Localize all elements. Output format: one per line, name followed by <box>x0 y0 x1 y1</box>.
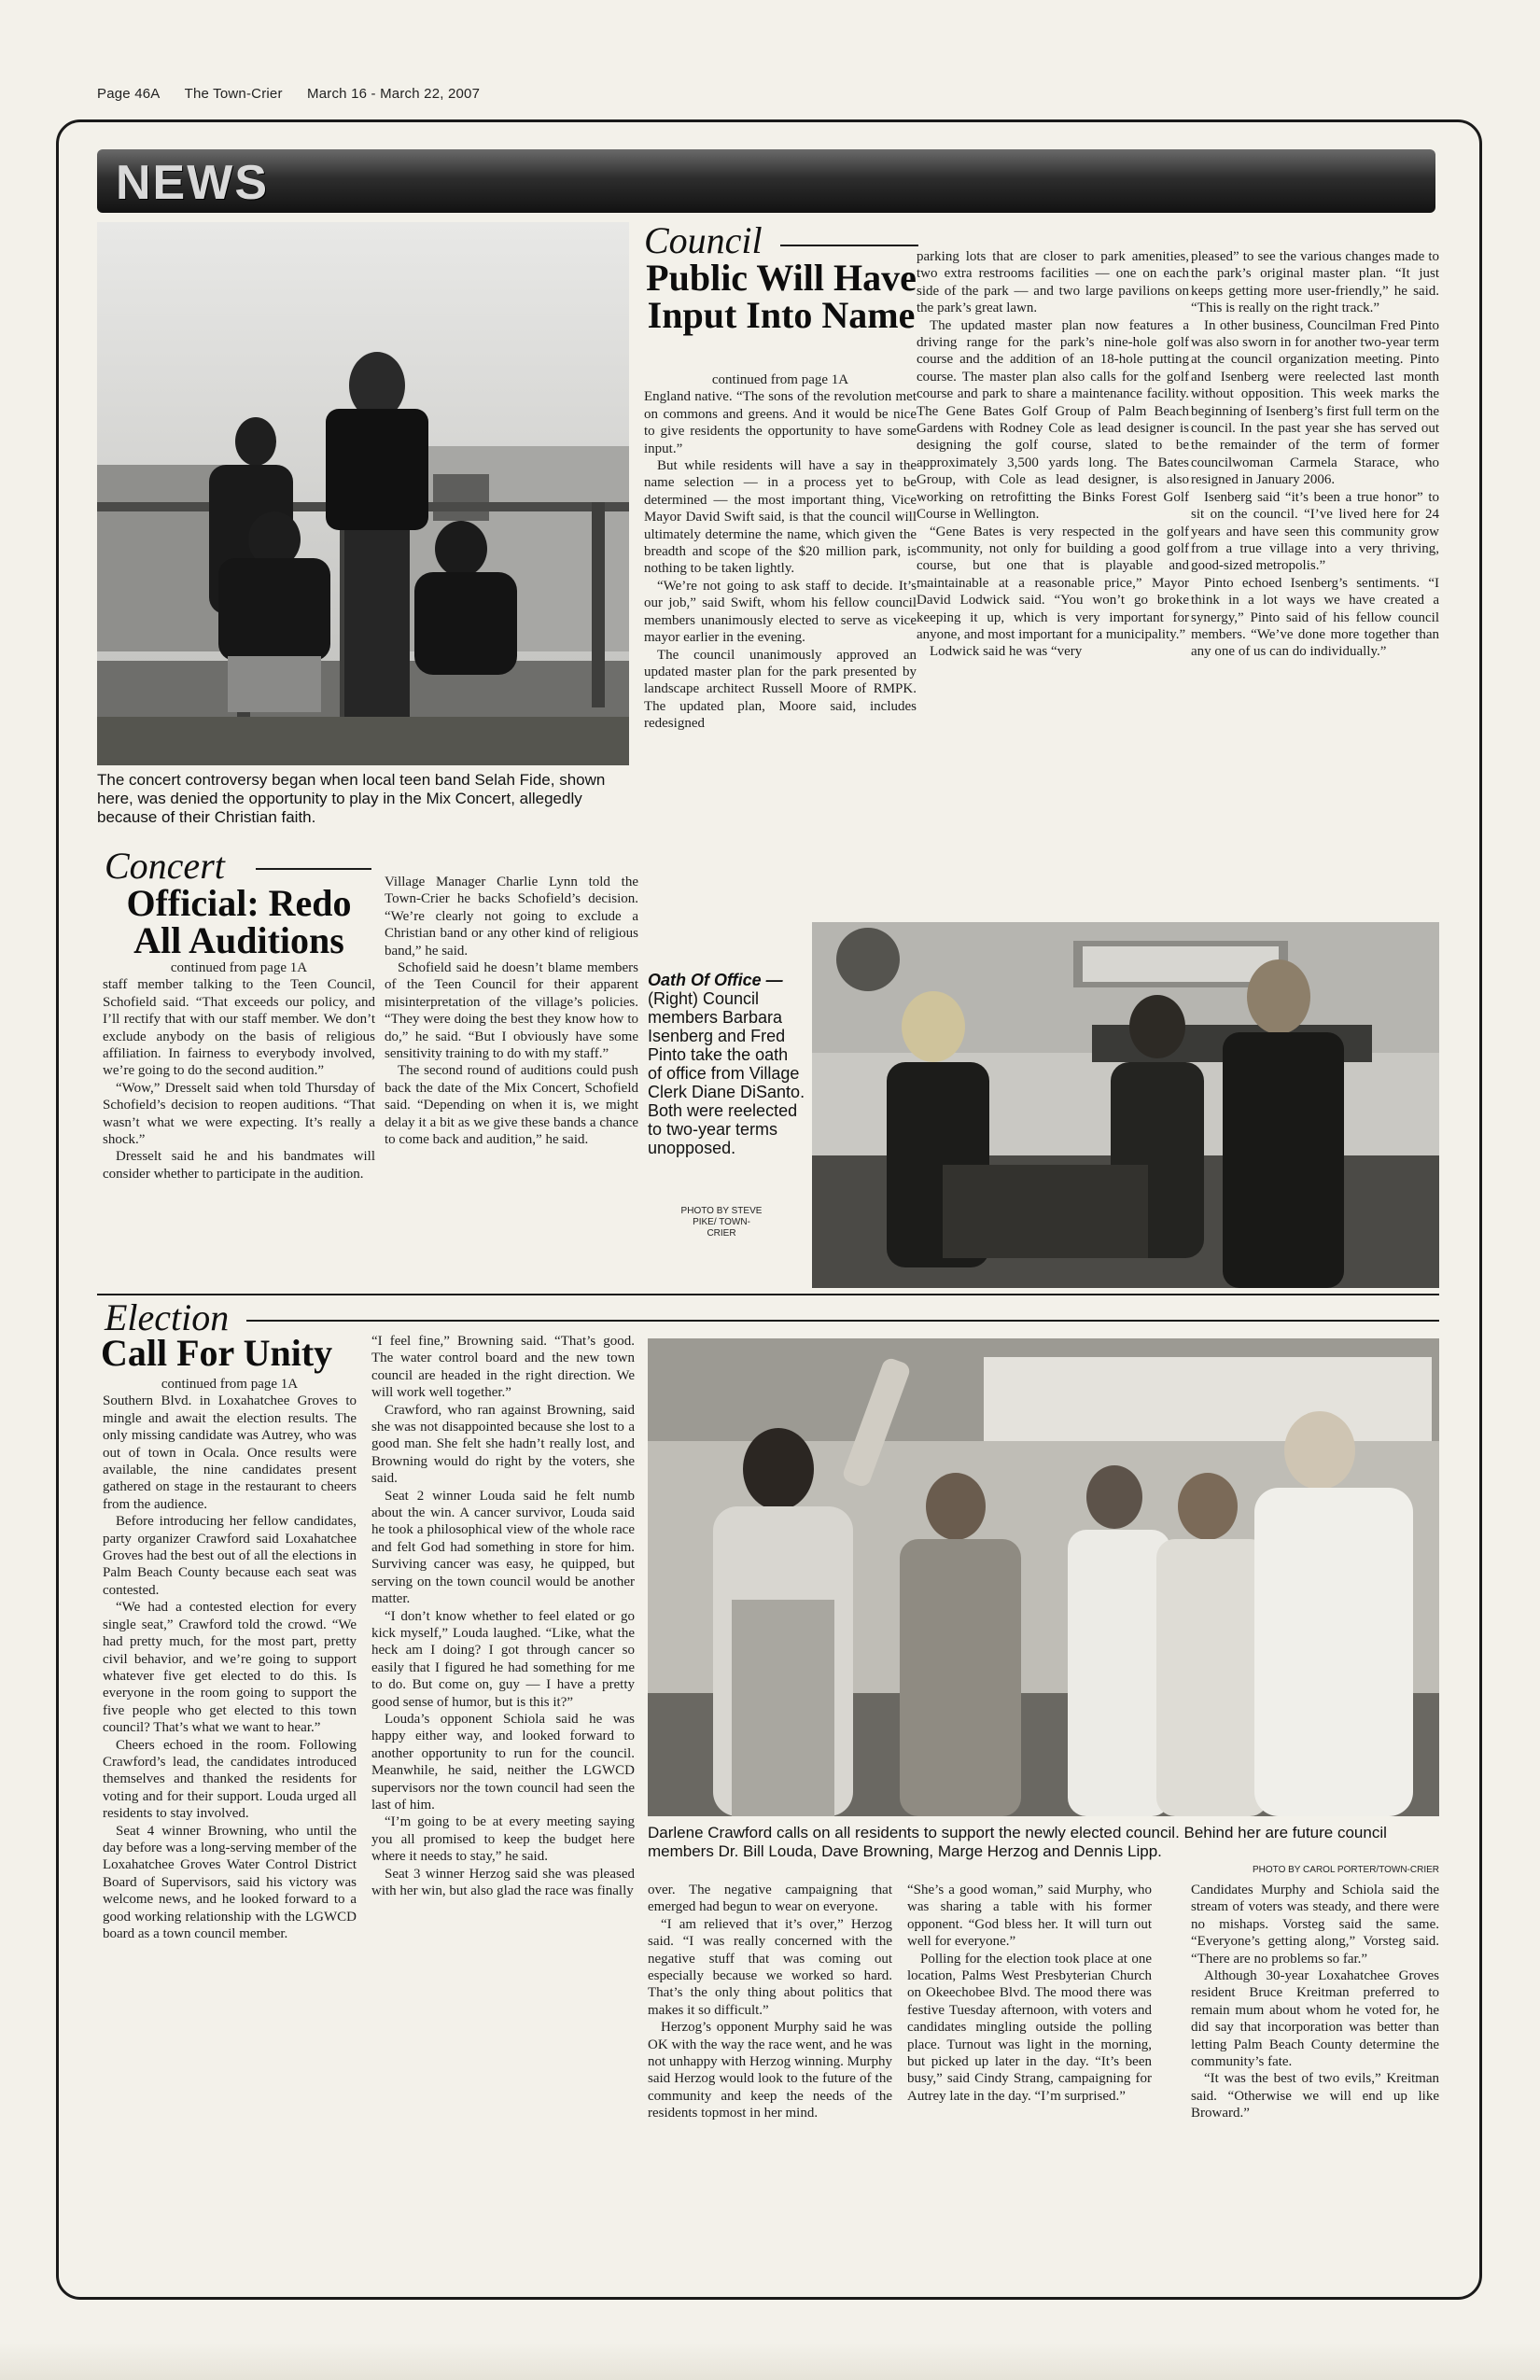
election-col1-p4: Cheers echoed in the room. Following Crawford’s lead, the candidates introduced themselves and thanked the residents for voting and for their support. Louda urged all residents to stay involved. <box>103 1737 357 1822</box>
council-column-3 <box>1191 248 1439 913</box>
concert-col2-p2: Schofield said he doesn’t blame members of the Teen Council for their apparent misinterpretation of the village’s policies. “They were doing the best they know how to do,” he said. “But I obviously have some sensitivity training to do with my staff.” <box>385 960 638 1062</box>
council-column-1 <box>644 371 917 913</box>
council-column-2 <box>917 248 1189 913</box>
concert-column-2 <box>385 874 638 1292</box>
council-continued: continued from page 1A <box>711 372 849 387</box>
election-col2-p3: Seat 2 winner Louda said he felt numb about the win. A cancer survivor, Louda said he took a philosophical view of the whole race and felt God had something in store for him. Surviving cancer was easy, he quipped, but serving on the town council would be another matter. <box>371 1488 635 1607</box>
page-number: Page 46A <box>97 86 161 102</box>
election-continued: continued from page 1A <box>161 1377 299 1392</box>
council-col3-p4: Pinto echoed Isenberg’s sentiments. “I think in a lot ways we have created a synergy,” Pinto said of his fellow council members. “We’ve done more together than any one of us can do individually.” <box>1191 575 1439 660</box>
election-col5-p2: Although 30-year Loxahatchee Groves resident Bruce Kreitman preferred to remain mum about whom he voted for, he did say that incorporation was better than letting Palm Beach County determine the community’s fate. <box>1191 1968 1439 2070</box>
election-headline: Call For Unity <box>101 1332 333 1374</box>
page-bottom-edge <box>0 2343 1540 2380</box>
folio <box>97 86 500 102</box>
section-label: NEWS <box>116 156 269 210</box>
election-col2-p7: Seat 3 winner Herzog said she was pleased with her win, but also glad the race was finally <box>371 1866 635 1898</box>
election-night-credit: PHOTO BY CAROL PORTER/TOWN-CRIER <box>1252 1865 1439 1875</box>
election-col1-p5: Seat 4 winner Browning, who until the day before was a long-serving member of the Loxahatchee Groves Water Control District Board of Supervisors, said his victory was welcome news, and he looked forward to a good working relationship with the LGWCD board as a town council member. <box>103 1823 357 1941</box>
council-col2-p3: “Gene Bates is very respected in the golf community, not only for building a good golf course, but one that is playable and maintainable at a reasonable price,” Mayor David Lodwick said. “You won’t go broke keeping it up, which is very important for anyone, and most important for a municipality.” <box>917 524 1189 642</box>
oath-caption-text: (Right) Council members Barbara Isenberg and Fred Pinto take the oath of office from Village Clerk Diane DiSanto. Both were reelected to two-year terms unopposed. <box>648 989 805 1157</box>
council-col2-p2: The updated master plan now features a driving range for the park’s nine-hole golf course and the addition of an 18-hole putting course. The master plan also calls for the golf course and park to share a maintenance facility. The Gene Bates Golf Group of Palm Beach Gardens with Rodney Cole as lead designer is designing the golf course, slated to be approximately 3,500 yards long. The Bates Group, with Cole as lead designer, is also working on retrofitting the Binks Forest Golf Course in Wellington. <box>917 317 1189 523</box>
council-col1-p4: The council unanimously approved an updated master plan for the park presented by landscape architect Russell Moore of RMPK. The updated plan, Moore said, includes redesigned <box>644 647 917 732</box>
concert-continued: continued from page 1A <box>170 960 308 975</box>
council-col1-p2: But while residents will have a say in the name selection — in a process yet to be determined — the most important thing, Vice Mayor David Swift said, is that the council will ultimately determine the name, which given the breadth and scope of the $20 million park, is nothing to be taken lightly. <box>644 458 917 577</box>
election-kicker: Election <box>105 1296 230 1338</box>
election-col2-p2: Crawford, who ran against Browning, said she was not disappointed because she lost to a good man. She felt she hadn’t really lost, and Browning would do right by the voters, she said. <box>371 1402 635 1487</box>
election-night-caption: Darlene Crawford calls on all residents to support the newly elected council. Behind her are future council members Dr. Bill Louda, Dave Browning, Marge Herzog and Dennis Lipp. <box>648 1824 1387 1860</box>
election-col5-p3: “It was the best of two evils,” Kreitman said. “Otherwise we will end up like Broward.” <box>1191 2071 1439 2121</box>
paper-name: The Town-Crier <box>184 86 283 102</box>
election-col2-p4: “I don’t know whether to feel elated or go kick myself,” Louda laughed. “Like, what the heck am I doing? I got through cancer so easily that I figured he had something for me to do. But come on, guy — I have a pretty good sense of humor, but is this it?” <box>371 1608 635 1710</box>
election-col4-p1: “She’s a good woman,” said Murphy, who was sharing a table with his former opponent. “God bless her. It will turn out well for everyone.” <box>907 1883 1152 1950</box>
section-divider-upper <box>97 1294 1439 1295</box>
oath-of-office-photo <box>812 922 1439 1288</box>
concert-kicker-rule <box>256 868 371 870</box>
election-kicker-rule <box>246 1320 1439 1322</box>
election-column-2 <box>371 1333 635 2333</box>
concert-col1-p1: staff member talking to the Teen Council, Schofield said. “That exceeds our policy, and I’ll rectify that with our staff member. We don’t exclude anybody on the basis of religious affiliation. In fairness to everybody involved, we’re going to do the second audition.” <box>103 977 375 1079</box>
concert-kicker: Concert <box>105 845 225 887</box>
council-col2-p1: parking lots that are closer to park amenities, two extra restrooms facilities — one on each side of the park — and two large pavilions on the park’s great lawn. <box>917 249 1189 316</box>
council-kicker-rule <box>780 245 918 246</box>
election-night-photo <box>648 1338 1439 1816</box>
election-col1-p1: Southern Blvd. in Loxahatchee Groves to mingle and await the election results. The only missing candidate was Autrey, who was out of town in Ocala. Once results were available, the nine candidates present gathered on stage in the restaurant to cheers from the audience. <box>103 1393 357 1512</box>
council-col3-p2: In other business, Councilman Fred Pinto was also sworn in for another two-year term at the council organization meeting. Pinto and Isenberg were reelected last month without opposition. This week marks the beginning of Isenberg’s first full term on the council. In the past year she has served out the remainder of the term of former councilwoman Carmela Starace, who resigned in January 2006. <box>1191 317 1439 488</box>
concert-col2-p1: Village Manager Charlie Lynn told the Town-Crier he backs Schofield’s decision. “We’re clearly not going to exclude a Christian band or any other kind of religious band,” he said. <box>385 875 638 959</box>
council-headline: Public Will Have Input Into Name <box>646 257 917 336</box>
council-col1-p1: England native. “The sons of the revolution met on commons and greens. And it would be nice to give residents the opportunity to have some input.” <box>644 389 917 456</box>
teen-band-caption: The concert controversy began when local teen band Selah Fide, shown here, was denied the opportunity to play in the Mix Concert, allegedly because of their Christian faith. <box>97 771 606 826</box>
concert-col1-p3: Dresselt said he and his bandmates will consider whether to participate in the audition. <box>103 1149 375 1182</box>
election-col4-p2: Polling for the election took place at one location, Palms West Presbyterian Church on Okeechobee Blvd. The mood there was festive Tuesday afternoon, with voters and candidates mingling outside the polling place. Turnout was light in the morning, but picked up later in the day. “It’s been busy,” said Cindy Strang, campaigning for Autrey late in the day. “I’m surprised.” <box>907 1951 1152 2104</box>
council-col3-p1: pleased” to see the various changes made to the park’s original master plan. “It just keeps getting more user-friendly,” he said. “This is really on the right track.” <box>1191 249 1439 316</box>
election-column-3 <box>648 1882 892 2333</box>
council-col3-p3: Isenberg said “it’s been a true honor” to sit on the council. “I’ve lived here for 24 years and have seen this community grow from a true village into a very thriving, good-sized metropolis.” <box>1191 489 1439 574</box>
election-column-5 <box>1191 1882 1439 2333</box>
election-col3-p1: over. The negative campaigning that emerged had begun to wear on everyone. <box>648 1883 892 1915</box>
election-col2-p1: “I feel fine,” Browning said. “That’s good. The water control board and the new town council are headed in the right direction. We will work well together.” <box>371 1334 635 1401</box>
election-col3-p3: Herzog’s opponent Murphy said he was OK with the way the race went, and he was not unhappy with Herzog winning. Murphy said Herzog would look to the future of the community and keep the needs of the residents topmost in her mind. <box>648 2020 892 2121</box>
concert-col1-p2: “Wow,” Dresselt said when told Thursday of Schofield’s decision to reopen auditions. “That wasn’t what we were expecting. It’s really a shock.” <box>103 1080 375 1148</box>
oath-caption <box>648 971 806 1157</box>
concert-headline: Official: Redo All Auditions <box>126 882 352 961</box>
election-col1-p3: “We had a contested election for every single seat,” Crawford told the crowd. “We had pretty much, for the most part, pretty civil behavior, and we’re going to support whatever five get elected to do this. Is everyone in the room going to support the five people who get elected to this town council? That’s what we want to hear.” <box>103 1600 357 1736</box>
election-col2-p6: “I’m going to be at every meeting saying you all promised to keep the budget here where it needs to stay,” he said. <box>371 1814 635 1865</box>
council-col2-p4: Lodwick said he was “very <box>930 644 1083 660</box>
council-kicker: Council <box>644 219 763 261</box>
election-col1-p2: Before introducing her fellow candidates, party organizer Crawford said Loxahatchee Groves had the best out of all the elections in Palm Beach County because each seat was contested. <box>103 1514 357 1598</box>
election-col5-p1: Candidates Murphy and Schiola said the stream of voters was steady, and there were no mishaps. Vorsteg said the same. “Everyone’s getting along,” Vorsteg said. “There are no problems so far.” <box>1191 1883 1439 1967</box>
election-column-4 <box>907 1882 1152 2333</box>
council-col1-p3: “We’re not going to ask staff to decide. It’s our job,” said Swift, whom his fellow council members unanimously elected to serve as vice mayor earlier in the evening. <box>644 578 917 646</box>
election-col2-p5: Louda’s opponent Schiola said he was happy either way, and looked forward to another opportunity to run for the council. Meanwhile, he said, neither the LGWCD supervisors nor the town council had seen the last of him. <box>371 1711 635 1813</box>
election-col3-p2: “I am relieved that it’s over,” Herzog said. “I was really concerned with the negative stuff that was coming out especially because we worked so hard. That’s the only thing about politics that makes it so difficult.” <box>648 1916 892 2018</box>
teen-band-photo <box>97 222 629 765</box>
election-column-1 <box>103 1376 357 2333</box>
oath-photo-credit: PHOTO BY STEVE PIKE/ TOWN-CRIER <box>680 1206 763 1239</box>
concert-column-1 <box>103 959 375 1292</box>
issue-dates: March 16 - March 22, 2007 <box>307 86 481 102</box>
oath-label: Oath Of Office — <box>648 971 783 989</box>
section-banner <box>97 149 1435 213</box>
concert-col2-p3: The second round of auditions could push back the date of the Mix Concert, Schofield said. “Depending on when it is, we might delay it a bit as we give these bands a chance to come back and audition,” he said. <box>385 1063 638 1148</box>
